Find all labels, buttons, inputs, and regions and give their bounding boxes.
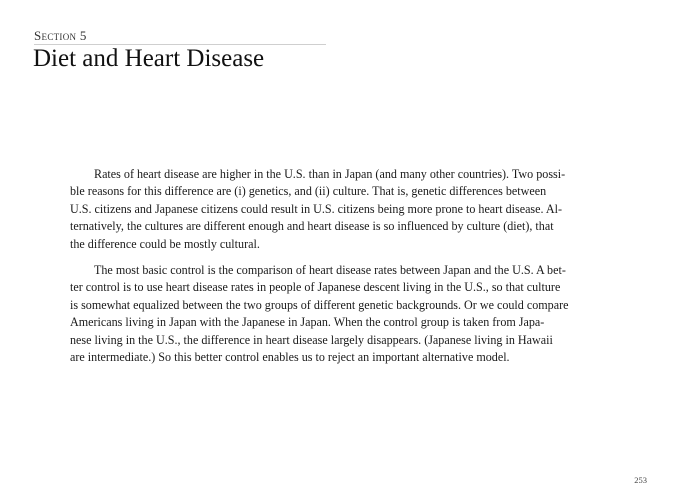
text-line: ternatively, the cultures are different enough and heart disease is so influenced by culture (diet), that	[70, 219, 554, 234]
paragraph-2	[70, 262, 610, 366]
text-line: U.S. citizens and Japanese citizens could result in U.S. citizens being more prone to heart disease. Al-	[70, 201, 563, 216]
body-text	[70, 166, 610, 375]
text-line: ter control is to use heart disease rates in people of Japanese descent living in the U.S., so that culture	[70, 280, 561, 295]
page-title: Diet and Heart Disease	[33, 45, 265, 72]
page-number: 253	[634, 475, 647, 485]
section-label: Section 5	[34, 28, 87, 43]
text-line: Rates of heart disease are higher in the U.S. than in Japan (and many other countries). Two possi-	[94, 167, 566, 181]
paragraph-1	[70, 166, 610, 253]
text-line: Americans living in Japan with the Japanese in Japan. When the control group is taken from Japa-	[70, 315, 545, 330]
text-line: are intermediate.) So this better control enables us to reject an important alternative model.	[70, 350, 510, 365]
text-line: The most basic control is the comparison of heart disease rates between Japan and the U.S. A bet-	[94, 263, 566, 278]
text-line: the difference could be mostly cultural.	[70, 236, 260, 251]
text-line: is somewhat equalized between the two groups of different genetic backgrounds. Or we could compare	[70, 297, 569, 312]
text-line: ble reasons for this difference are (i) genetics, and (ii) culture. That is, genetic differences between	[70, 184, 547, 199]
text-line: nese living in the U.S., the difference in heart disease largely disappears. (Japanese living in Hawaii	[70, 332, 553, 347]
